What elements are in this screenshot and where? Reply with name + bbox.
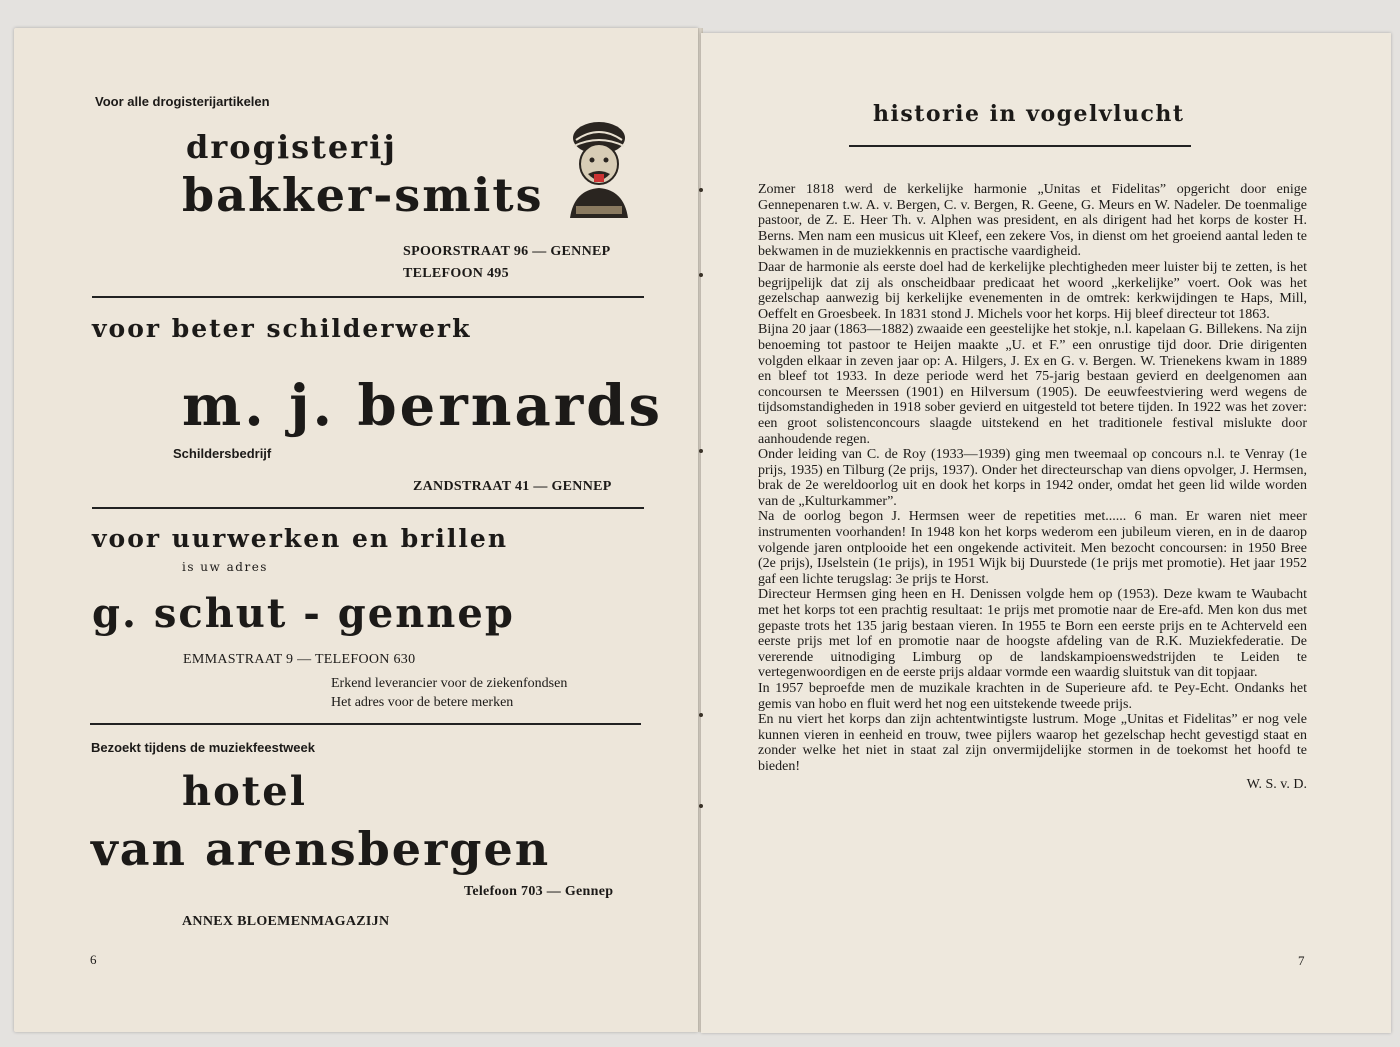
- page-number-right: 7: [1298, 953, 1305, 968]
- schut-line2: Het adres voor de betere merken: [331, 695, 514, 710]
- page-number-left: 6: [90, 952, 97, 967]
- drogisterij-name-line1: drogisterij: [186, 128, 397, 166]
- hotel-name-line2: van arensbergen: [91, 822, 551, 876]
- left-page: [14, 28, 698, 1032]
- hotel-annex: ANNEX BLOEMENMAGAZIJN: [182, 914, 390, 929]
- divider: [92, 296, 644, 298]
- right-page: [701, 33, 1391, 1033]
- hotel-phone: Telefoon 703 — Gennep: [464, 884, 614, 899]
- apothecary-gaper-logo: [566, 120, 632, 220]
- schut-line1: Erkend leverancier voor de ziekenfondsen: [331, 676, 568, 691]
- staple-hole: [699, 804, 703, 808]
- schut-sub: is uw adres: [182, 560, 268, 574]
- bernards-subtitle: Schildersbedrijf: [173, 446, 272, 461]
- hotel-intro: Bezoekt tijdens de muziekfeestweek: [91, 740, 315, 755]
- staple-hole: [699, 713, 703, 717]
- drogisterij-name-line2: bakker-smits: [182, 168, 544, 222]
- schut-name: g. schut - gennep: [92, 590, 515, 637]
- bernards-heading: voor beter schilderwerk: [92, 314, 472, 343]
- drogisterij-address: SPOORSTRAAT 96 — GENNEP: [403, 244, 611, 259]
- article-signature: W. S. v. D.: [1246, 776, 1307, 792]
- divider: [92, 507, 644, 509]
- schut-address: EMMASTRAAT 9 — TELEFOON 630: [183, 652, 416, 667]
- schut-heading: voor uurwerken en brillen: [92, 524, 508, 553]
- article-paragraph: Na de oorlog begon J. Hermsen weer de repetities met...... 6 man. Er waren niet meer instrumenten voorhanden! In 1948 kon het korps wederom een jubileum vieren, en in de daarop volgende jaren ontplooide het een ongekende activiteit. Men bezocht concoursen: in 1950 Bree (2e prijs), IJselstein (1e prijs), in 1951 Wijk bij Duurstede (1e prijs met promotie). Het jaar 1952 gaf een lichte terugslag: 3e prijs te Horst.: [758, 509, 1307, 587]
- article-body: [758, 182, 1307, 792]
- hotel-name-line1: hotel: [182, 768, 307, 815]
- title-underline: [849, 145, 1191, 147]
- bernards-name: m. j. bernards: [182, 373, 663, 439]
- bernards-address: ZANDSTRAAT 41 — GENNEP: [413, 479, 612, 494]
- staple-hole: [699, 449, 703, 453]
- drogisterij-phone: TELEFOON 495: [403, 266, 509, 281]
- article-paragraph: Daar de harmonie als eerste doel had de kerkelijke plechtigheden meer luister bij te zetten, is het begrijpelijk dat zij als onscheidbaar predicaat het woord „kerkelijke” voert. Ook was het gezelschap aanwezig bij kerkelijke evenementen in de omtrek: kerkwijdingen te Haps, Mill, Oeffelt en Groesbeek. In 1831 stond J. Michels voor het korps. Hij bleef directeur tot 1863.: [758, 259, 1307, 322]
- article-paragraph: Zomer 1818 werd de kerkelijke harmonie „Unitas et Fidelitas” opgericht door enige Gennepenaren t.w. A. v. Bergen, C. v. Bergen, R. Geene, G. Meurs en W. Nadeler. De toenmalige pastoor, de Z. E. Heer Th. v. Alphen was president, en als dirigent had het korps de koster H. Berns. Men nam een musicus uit Kleef, een zekere Vos, in dienst om het groeiend aantal leden te bekwamen in de muziekkennis en practische vaardigheid.: [758, 182, 1307, 260]
- article-title: historie in vogelvlucht: [873, 101, 1185, 127]
- article-paragraph: En nu viert het korps dan zijn achtentwintigste lustrum. Moge „Unitas et Fidelitas” er nog vele kunnen vieren in eenheid en trouw, twee pijlers waarop het gezelschap hecht gevestigd staat en zonder welke het niet in staat zal zijn onvermijdelijke stormen in de toekomst het hoofd te bieden!: [758, 712, 1307, 774]
- article-paragraph: Onder leiding van C. de Roy (1933—1939) ging men tweemaal op concours n.l. te Venray (1e prijs, 1935) en Tilburg (2e prijs, 1937). Onder het directeurschap van diens opvolger, J. Hermsen, brak de 2e wereldoorlog uit en dook het korps in 1942 onder, omdat het geen lid wilde worden van de „Kulturkammer”.: [758, 447, 1307, 509]
- staple-hole: [699, 188, 703, 192]
- divider: [90, 723, 641, 725]
- article-paragraph: Directeur Hermsen ging heen en H. Denissen volgde hem op (1953). Deze kwam te Waubacht met het korps tot een prachtig resultaat: 1e prijs met promotie naar de Ere-afd. Men kon dus met gepaste trots het 135 jarig bestaan vieren. In 1955 te Born een eerste prijs en te Achterveld een eerste prijs met lof en promotie naar de hoogste afdeling van de R.K. Muziekfederatie. De vererende uitnodiging Limburg op de landskampioenswedstrijden te Leiden te vertegenwoordigen en de eerste prijs aldaar vormde een waardig sluitstuk van dit topjaar.: [758, 587, 1307, 681]
- drogisterij-intro: Voor alle drogisterijartikelen: [95, 94, 270, 109]
- staple-hole: [699, 273, 703, 277]
- article-paragraph: Bijna 20 jaar (1863—1882) zwaaide een geestelijke het stokje, n.l. kapelaan G. Billekens. Na zijn benoeming tot pastoor te Heijen maakte „U. et F.” een onrustige tijd door. Drie dirigenten volgden elkaar in zeven jaar op: A. Hilgers, J. Ex en G. v. Bergen. W. Trienekens kwam in 1889 en bleef tot 1933. In deze periode werd het 75-jarig bestaan gevierd en deelgenomen aan concoursen te Meerssen (1901) en Hilversum (1905). De eeuwfeestviering werd wegens de tijdsomstandigheden in 1918 sober gevierd en uitgesteld tot betere tijden. In 1922 was het zover: een groot solistenconcours slaagde uitstekend en het traditionele festival mislukte door aanhoudende regen.: [758, 322, 1307, 447]
- article-paragraph: In 1957 beproefde men de muzikale krachten in de Superieure afd. te Pey-Echt. Ondanks het gemis van hobo en fluit werd het nog een uitstekende tweede prijs.: [758, 681, 1307, 712]
